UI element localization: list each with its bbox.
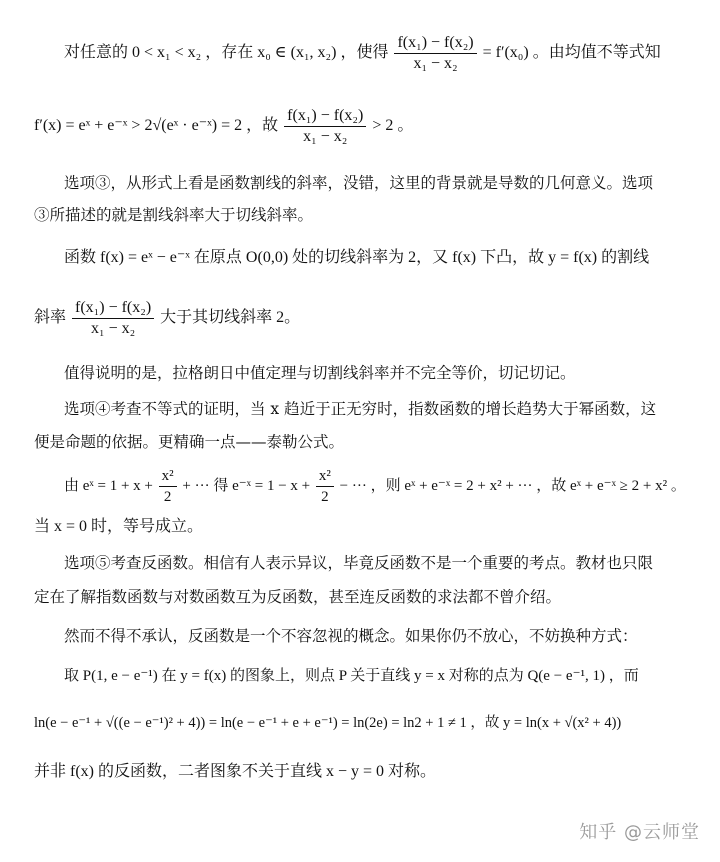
line-point-p: 取 P(1, e − e⁻¹) 在 y = f(x) 的图象上，则点 P 关于直线 y = x 对称的点为 Q(e − e⁻¹, 1) ，而 (64, 668, 639, 684)
fraction-numerator: x² (159, 466, 177, 487)
paragraph-tangent-line1: 函数 f(x) = eˣ − e⁻ˣ 在原点 O(0,0) 处的切线斜率为 2，又 f(x) 下凸，故 y = f(x) 的割线 (64, 249, 650, 266)
line-derivative-inequality (34, 106, 694, 147)
fraction-denominator: 2 (321, 489, 329, 505)
paragraph-option4-line2: 便是命题的依据。更精确一点——泰勒公式。 (34, 433, 345, 451)
text-segment: − ··· ，则 eˣ + e⁻ˣ = 2 + x² + ··· ，故 eˣ + e⁻ˣ ≥ 2 + x² 。 (339, 477, 686, 494)
fraction (316, 466, 334, 507)
fraction-denominator: x₁ − x₂ (303, 128, 348, 145)
fraction-numerator: f(x₁) − f(x₂) (72, 298, 154, 319)
fraction (159, 466, 177, 507)
line-equality-condition: 当 x = 0 时，等号成立。 (34, 518, 204, 535)
text-segment: f′(x) = eˣ + e⁻ˣ > 2√(eˣ · e⁻ˣ) = 2 ，故 (34, 117, 279, 135)
line-taylor (64, 466, 720, 507)
fraction (394, 33, 476, 74)
line-secant-slope (34, 298, 694, 339)
text-segment: > 2 。 (372, 117, 414, 135)
fraction (284, 106, 366, 147)
fraction-numerator: f(x₁) − f(x₂) (394, 33, 476, 54)
fraction (72, 298, 154, 339)
fraction-denominator: x₁ − x₂ (91, 320, 136, 337)
text-segment: 由 eˣ = 1 + x + (64, 477, 153, 494)
paragraph-lagrange-note: 值得说明的是，拉格朗日中值定理与切割线斜率并不完全等价，切记切记。 (64, 364, 576, 382)
fraction-denominator: 2 (163, 489, 172, 505)
text-segment: = f′(x₀) 。由均值不等式知 (482, 44, 661, 62)
text-segment: 大于其切线斜率 2。 (160, 309, 301, 327)
paragraph-option5-line2: 定在了解指数函数与对数函数互为反函数，甚至连反函数的求法都不曾介绍。 (34, 588, 562, 606)
paragraph-option3-line2: ③所描述的就是割线斜率大于切线斜率。 (34, 206, 314, 224)
paragraph-option5-line1: 选项⑤考查反函数。相信有人表示异议，毕竟反函数不是一个重要的考点。教材也只限 (64, 554, 654, 572)
fraction-denominator: x₁ − x₂ (413, 55, 458, 72)
line-conclusion: 并非 f(x) 的反函数，二者图象不关于直线 x − y = 0 对称。 (34, 763, 437, 780)
paragraph-option4-line1: 选项④考查不等式的证明，当 x 趋近于正无穷时，指数函数的增长趋势大于幂函数，这 (64, 400, 657, 418)
text-segment: 对任意的 0 < x₁ < x₂ ，存在 x₀ ∈ (x₁, x₂) ，使得 (64, 44, 389, 62)
line-ln-computation: ln(e − e⁻¹ + √((e − e⁻¹)² + 4)) = ln(e − e⁻¹ + e + e⁻¹) = ln(2e) = ln2 + 1 ≠ 1 ，故 y = ln(x + √(x² + 4)) (34, 715, 622, 731)
paragraph-alternative: 然而不得不承认，反函数是一个不容忽视的概念。如果你仍不放心，不妨换种方式： (64, 627, 638, 645)
line-mean-value (64, 33, 720, 74)
fraction-numerator: f(x₁) − f(x₂) (284, 106, 366, 127)
text-segment: 斜率 (34, 309, 67, 327)
text-segment: + ··· 得 e⁻ˣ = 1 − x + (182, 477, 311, 494)
paragraph-option3-line1: 选项③，从形式上看是函数割线的斜率，没错，这里的背景就是导数的几何意义。选项 (64, 174, 654, 192)
zhihu-watermark: 知乎 @云师堂 (579, 822, 700, 843)
fraction-numerator: x² (316, 466, 334, 487)
